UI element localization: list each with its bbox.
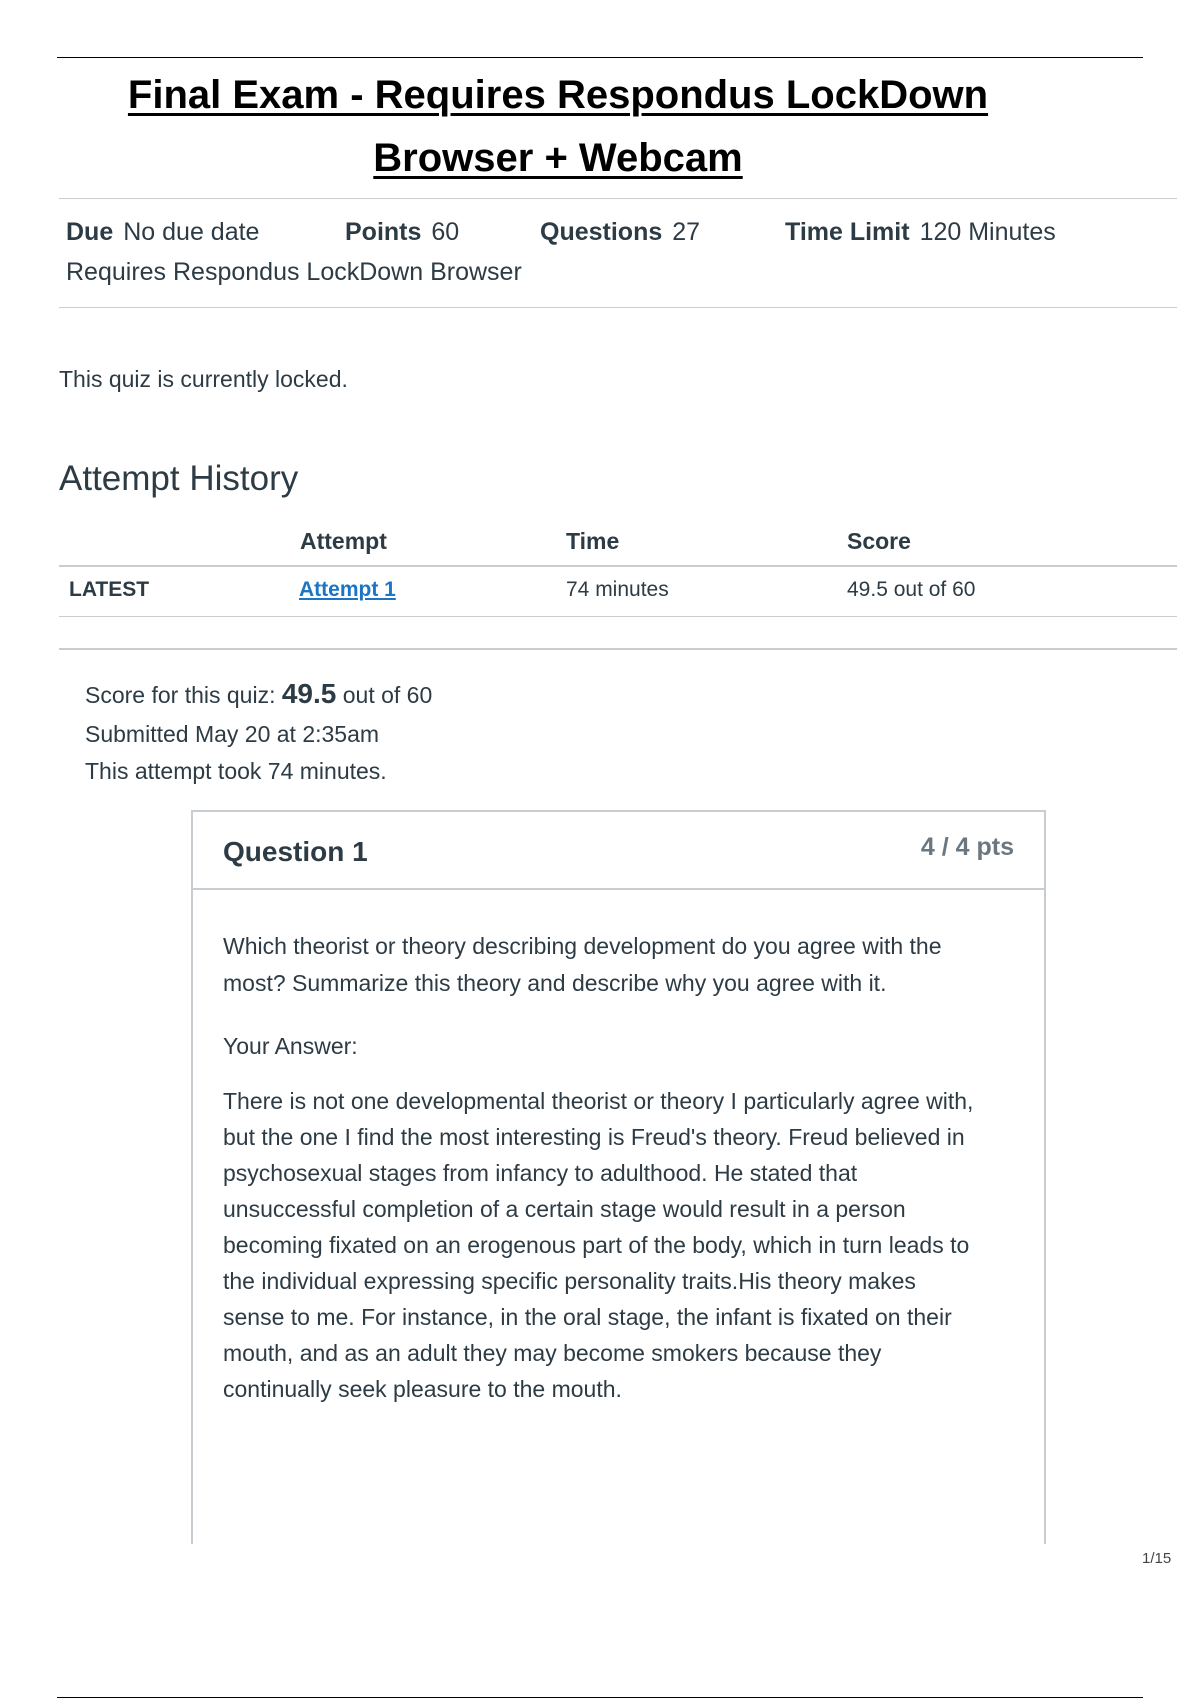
due-info bbox=[66, 218, 345, 247]
divider bbox=[59, 648, 1177, 650]
question-prompt-line: most? Summarize this theory and describe why you agree with it. bbox=[223, 970, 887, 996]
quiz-details bbox=[66, 214, 1156, 290]
table-header-divider bbox=[59, 565, 1177, 567]
locked-message: This quiz is currently locked. bbox=[59, 366, 348, 392]
column-header-score: Score bbox=[847, 528, 911, 554]
requirement-text: Requires Respondus LockDown Browser bbox=[66, 257, 522, 286]
attempt-time: 74 minutes bbox=[566, 578, 669, 601]
question-prompt-line: Which theorist or theory describing development do you agree with the bbox=[223, 933, 942, 959]
attempt-score: 49.5 out of 60 bbox=[847, 578, 976, 601]
points-value: 60 bbox=[431, 217, 460, 246]
top-rule bbox=[57, 57, 1143, 58]
question-points: 4 / 4 pts bbox=[920, 832, 1014, 861]
points-label: Points bbox=[345, 217, 422, 246]
score-value: 49.5 bbox=[281, 678, 337, 709]
time-limit-info bbox=[785, 218, 1056, 247]
answer-line: mouth, and as an adult they may become smokers because they bbox=[223, 1340, 882, 1366]
time-limit-value: 120 Minutes bbox=[919, 217, 1056, 246]
questions-info bbox=[540, 218, 785, 247]
page-title bbox=[58, 64, 1058, 190]
question-title: Question 1 bbox=[223, 836, 368, 867]
question-header bbox=[193, 812, 1044, 890]
attempt-duration: This attempt took 74 minutes. bbox=[85, 758, 387, 784]
attempt-history-heading: Attempt History bbox=[59, 459, 299, 498]
due-label: Due bbox=[66, 217, 114, 246]
answer-line: but the one I find the most interesting is Freud's theory. Freud believed in bbox=[223, 1124, 965, 1150]
quiz-details-row bbox=[66, 214, 1156, 250]
question-card bbox=[191, 810, 1046, 1544]
divider bbox=[59, 307, 1177, 308]
title-line-1: Final Exam - Requires Respondus LockDown bbox=[127, 73, 989, 117]
time-limit-label: Time Limit bbox=[785, 217, 910, 246]
answer-line: the individual expressing specific personality traits.His theory makes bbox=[223, 1268, 916, 1294]
attempt-1-link[interactable]: Attempt 1 bbox=[299, 578, 396, 601]
score-summary bbox=[85, 678, 432, 710]
questions-label: Questions bbox=[540, 217, 663, 246]
score-suffix: out of 60 bbox=[342, 682, 433, 708]
table-row-divider bbox=[59, 616, 1177, 617]
column-header-attempt: Attempt bbox=[300, 528, 387, 554]
answer-line: sense to me. For instance, in the oral stage, the infant is fixated on their bbox=[223, 1304, 952, 1330]
questions-value: 27 bbox=[672, 217, 701, 246]
answer-line: continually seek pleasure to the mouth. bbox=[223, 1376, 622, 1402]
answer-line: unsuccessful completion of a certain stage would result in a person bbox=[223, 1196, 906, 1222]
score-prefix: Score for this quiz: bbox=[85, 682, 276, 708]
latest-badge: LATEST bbox=[69, 578, 150, 601]
column-header-time: Time bbox=[566, 528, 620, 554]
title-line-2: Browser + Webcam bbox=[373, 136, 743, 180]
answer-label: Your Answer: bbox=[223, 1033, 358, 1059]
points-info bbox=[345, 218, 540, 247]
question-prompt bbox=[223, 928, 1014, 1002]
divider bbox=[59, 198, 1177, 199]
answer-line: There is not one developmental theorist or theory I particularly agree with, bbox=[223, 1088, 974, 1114]
question-body bbox=[193, 890, 1044, 1407]
bottom-rule bbox=[57, 1697, 1143, 1698]
page-number: 1/15 bbox=[1142, 1550, 1172, 1567]
answer-text bbox=[223, 1083, 1014, 1407]
submitted-time: Submitted May 20 at 2:35am bbox=[85, 721, 380, 747]
answer-line: becoming fixated on an erogenous part of the body, which in turn leads to bbox=[223, 1232, 970, 1258]
answer-line: psychosexual stages from infancy to adulthood. He stated that bbox=[223, 1160, 858, 1186]
due-value: No due date bbox=[123, 217, 260, 246]
